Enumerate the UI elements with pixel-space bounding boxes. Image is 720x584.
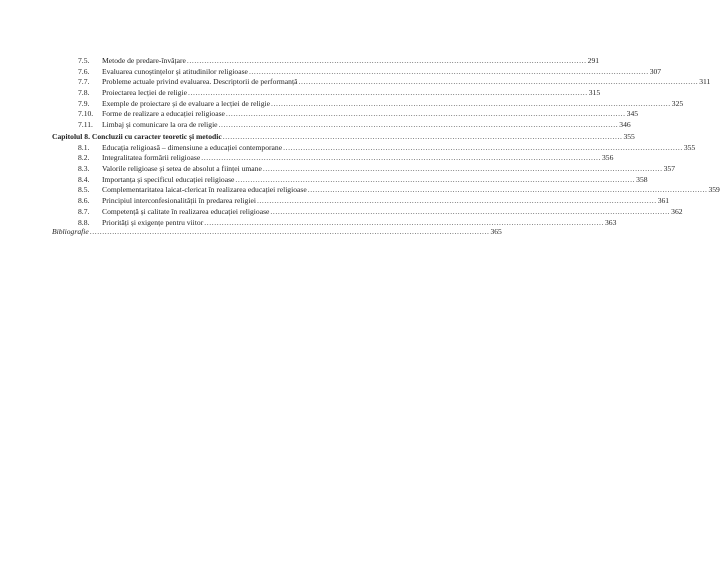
toc-entry-title: Proiectarea lecției de religie [102, 88, 187, 98]
dot-leader [249, 67, 649, 78]
toc-entry-number: 7.11. [78, 120, 93, 130]
toc-entry-page: 315 [588, 88, 601, 98]
dot-leader [235, 175, 635, 186]
toc-entry-number: 7.10. [78, 109, 94, 119]
toc-entry-page: 358 [636, 174, 648, 184]
toc-entry-title: Importanța și specificul educației religioase [102, 174, 235, 184]
toc-bibliography[interactable] [52, 227, 502, 238]
toc-entry-page: 359 [708, 185, 720, 195]
bibliography-title: Bibliografie [52, 227, 89, 236]
toc-entry[interactable] [78, 120, 631, 131]
toc-entry-title: Valorile religioase și setea de absolut a ființei umane [102, 164, 262, 174]
toc-entry-number: 8.5. [78, 185, 90, 195]
toc-entry-number: 8.4. [78, 174, 90, 184]
toc-entry-number: 7.5. [78, 56, 90, 65]
toc-entry-title: Integralitatea formării religioase [102, 153, 201, 163]
dot-leader [226, 109, 626, 120]
toc-entry[interactable] [78, 153, 614, 164]
chapter-title: Capitolul 8. Concluzii cu caracter teoretic și metodic [52, 132, 222, 141]
toc-entry-number: 8.8. [78, 217, 90, 227]
toc-entry-number: 8.6. [78, 196, 90, 206]
toc-entry-page: 325 [671, 98, 684, 108]
toc-section-8 [78, 142, 720, 229]
toc-chapter-heading[interactable] [52, 132, 635, 143]
toc-entry-number: 7.9. [78, 98, 90, 108]
toc-entry[interactable] [78, 206, 683, 218]
toc-entry-number: 8.7. [78, 206, 90, 216]
toc-entry-page: 307 [649, 66, 662, 76]
toc-section-7 [78, 56, 711, 131]
toc-entry-number: 8.1. [78, 142, 90, 152]
toc-entry[interactable] [78, 56, 600, 67]
toc-entry-page: 291 [587, 56, 600, 65]
bibliography-page: 365 [490, 227, 502, 236]
toc-entry-page: 356 [602, 153, 614, 163]
toc-entry[interactable] [78, 109, 639, 120]
toc-entry-page: 346 [619, 120, 631, 130]
toc-entry-title: Limbaj și comunicare la ora de religie [102, 120, 218, 130]
dot-leader [219, 120, 619, 131]
dot-leader [257, 196, 657, 207]
dot-leader [270, 207, 670, 218]
toc-entry-page: 355 [683, 142, 696, 152]
toc-entry-title: Priorități și exigențe pentru viitor [102, 217, 204, 227]
dot-leader [308, 185, 708, 196]
toc-entry[interactable] [78, 185, 720, 196]
toc-entry[interactable] [78, 142, 696, 154]
toc-entry-title: Evaluarea cunoștințelor și atitudinilor religioase [102, 66, 248, 76]
toc-entry-number: 7.6. [78, 66, 90, 76]
dot-leader [283, 143, 683, 154]
toc-entry[interactable] [78, 77, 711, 88]
toc-entry[interactable] [78, 66, 662, 78]
dot-leader [201, 153, 601, 164]
dot-leader [223, 132, 623, 143]
toc-entry-title: Educația religioasă – dimensiune a educației contemporane [102, 142, 283, 152]
toc-entry[interactable] [78, 174, 648, 186]
dot-leader [271, 99, 671, 110]
toc-entry-title: Probleme actuale privind evaluarea. Descriptorii de performanță [102, 77, 298, 87]
toc-entry[interactable] [78, 164, 675, 175]
toc-entry-number: 8.3. [78, 164, 90, 174]
toc-entry[interactable] [78, 88, 601, 99]
toc-entry-title: Principiul interconfesionalității în predarea religiei [102, 196, 256, 206]
toc-entry-title: Forme de realizare a educației religioase [102, 109, 225, 119]
toc-entry-title: Competență și calitate în realizarea educației religioase [102, 206, 270, 216]
toc-entry-page: 311 [699, 77, 711, 87]
toc-entry[interactable] [78, 196, 670, 207]
toc-entry-page: 362 [671, 206, 683, 216]
dot-leader [298, 77, 698, 88]
dot-leader [263, 164, 663, 175]
toc-entry-title: Metode de predare-învățare [102, 56, 186, 65]
toc-entry-title: Exemple de proiectare și de evaluare a lecției de religie [102, 98, 271, 108]
toc-entry-page: 345 [626, 109, 639, 119]
toc-entry[interactable] [78, 98, 684, 110]
chapter-page: 355 [623, 132, 635, 141]
toc-entry-number: 7.7. [78, 77, 90, 87]
dot-leader [188, 88, 588, 99]
toc-entry-page: 357 [663, 164, 675, 174]
toc-entry-page: 363 [604, 217, 617, 227]
toc-entry-title: Complementaritatea laicat-clericat în realizarea educației religioase [102, 185, 307, 195]
toc-entry-number: 7.8. [78, 88, 90, 98]
dot-leader [90, 227, 490, 238]
dot-leader [187, 56, 587, 67]
toc-entry-number: 8.2. [78, 153, 90, 163]
toc-entry-page: 361 [657, 196, 670, 206]
